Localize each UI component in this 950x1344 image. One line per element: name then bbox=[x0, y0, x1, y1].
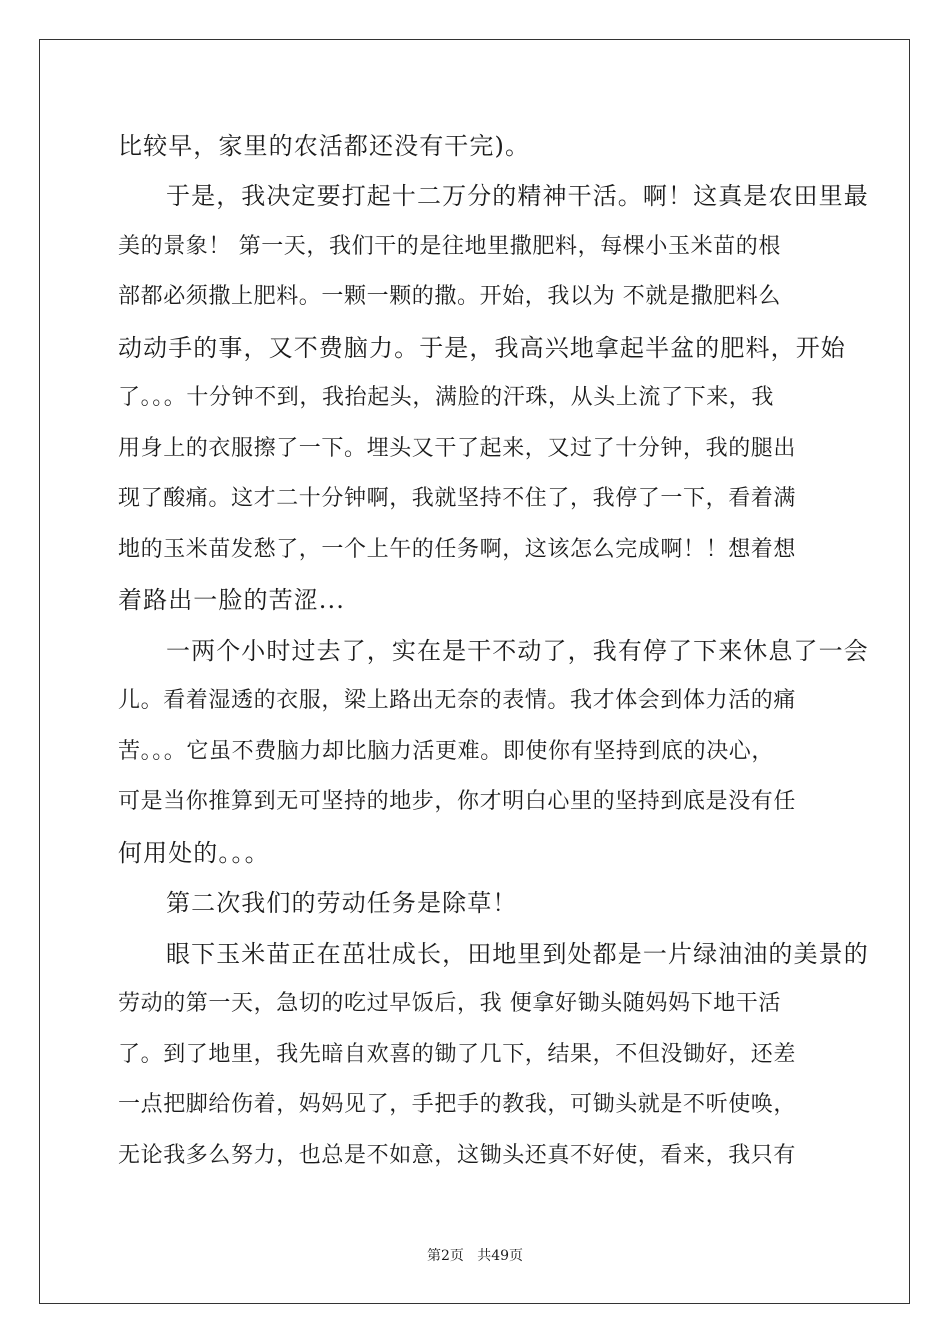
text-line: 动动手的事，又不费脑力。于是，我高兴地拿起半盆的肥料，开始 bbox=[118, 334, 846, 362]
text-line: 了。。。十分钟不到，我抬起头，满脸的汗珠，从头上流了下来，我 bbox=[118, 385, 775, 410]
page-number-footer: 第2页 共49页 bbox=[426, 1248, 524, 1264]
text-line: 了。到了地里，我先暗自欢喜的锄了几下，结果，不但没锄好，还差 bbox=[118, 1042, 797, 1067]
text-line: 可是当你推算到无可坚持的地步，你才明白心里的坚持到底是没有任 bbox=[118, 789, 797, 814]
text-line: 地的玉米苗发愁了，一个上午的任务啊，这该怎么完成啊！！想着想 bbox=[118, 537, 797, 562]
text-line: 一点把脚给伤着，妈妈见了，手把手的教我，可锄头就是不听使唤， bbox=[118, 1092, 797, 1117]
text-line: 苦。。。它虽不费脑力却比脑力活更难。即使你有坚持到底的决心， bbox=[118, 739, 775, 764]
text-line: 现了酸痛。这才二十分钟啊，我就坚持不住了，我停了一下，看着满 bbox=[118, 486, 797, 511]
text-line: 一两个小时过去了，实在是干不动了，我有停了下来休息了一会 bbox=[166, 637, 869, 665]
text-line: 部都必须撒上肥料。一颗一颗的撒。开始，我以为 不就是撒肥料么 bbox=[118, 284, 781, 309]
text-line: 于是，我决定要打起十二万分的精神干活。啊！这真是农田里最 bbox=[166, 182, 869, 210]
text-line: 比较早，家里的农活都还没有干完)。 bbox=[118, 132, 531, 160]
text-line: 着路出一脸的苦涩... bbox=[118, 586, 345, 614]
text-line: 眼下玉米苗正在茁壮成长，田地里到处都是一片绿油油的美景的 bbox=[166, 940, 869, 968]
text-line: 第二次我们的劳动任务是除草！ bbox=[166, 889, 518, 917]
text-line: 劳动的第一天，急切的吃过早饭后，我 便拿好锄头随妈妈下地干活 bbox=[118, 991, 781, 1016]
text-line: 无论我多么努力，也总是不如意，这锄头还真不好使，看来，我只有 bbox=[118, 1143, 797, 1168]
text-line: 美的景象！ 第一天，我们干的是往地里撒肥料，每棵小玉米苗的根 bbox=[118, 234, 781, 259]
text-line: 儿。看着湿透的衣服，梁上路出无奈的表情。我才体会到体力活的痛 bbox=[118, 688, 797, 713]
text-line: 何用处的。。。 bbox=[118, 839, 270, 867]
text-line: 用身上的衣服擦了一下。埋头又干了起来，又过了十分钟，我的腿出 bbox=[118, 436, 797, 461]
